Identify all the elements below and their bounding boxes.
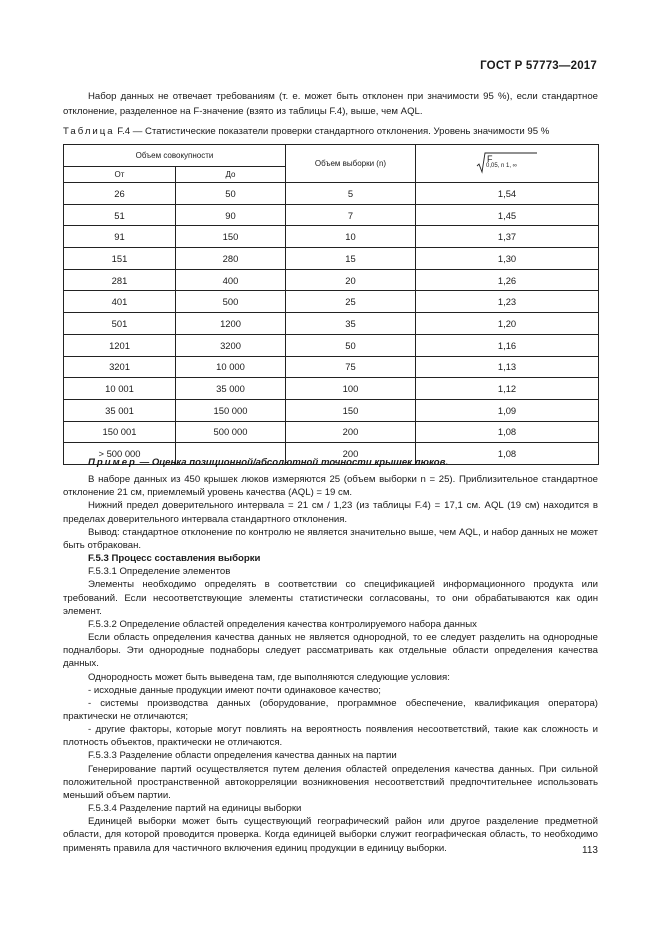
section-f532-item-1: - исходные данные продукции имеют почти одинаковое качество; [88,684,381,696]
cell-sample-size: 100 [286,378,416,400]
example-label: Пример [88,457,137,468]
cell-from: > 500 000 [64,443,176,465]
cell-sample-size: 150 [286,399,416,421]
table-row [64,269,599,291]
sqrt-f-symbol: F [487,153,493,164]
cell-sample-size: 25 [286,291,416,313]
cell-sample-size: 35 [286,313,416,335]
cell-from: 10 001 [64,378,176,400]
header-to: До [176,167,286,183]
section-f532-title: F.5.3.2 Определение областей определения качества контролируемого набора данных [88,618,477,630]
sqrt-formula [476,152,538,174]
section-f53-title: F.5.3 Процесс составления выборки [88,553,261,565]
cell-sqrt-f: 1,20 [416,313,599,335]
cell-to: 50 [176,183,286,205]
cell-sqrt-f: 1,12 [416,378,599,400]
cell-sample-size: 50 [286,334,416,356]
cell-to: 90 [176,204,286,226]
cell-to: 1200 [176,313,286,335]
cell-sample-size: 5 [286,183,416,205]
table-row [64,226,599,248]
cell-to: 150 000 [176,399,286,421]
table-body [64,183,599,465]
table-caption-prefix: Таблица [63,126,115,137]
cell-sqrt-f: 1,23 [416,291,599,313]
cell-sqrt-f: 1,26 [416,269,599,291]
section-f532-item-2: - системы производства данных (оборудование, программное обеспечение, квалификация оператора) практически не отличаются; [63,697,598,722]
body-text [63,455,598,855]
table-caption [63,126,603,138]
table-row [64,421,599,443]
section-f531-text: Элементы необходимо определять в соответствии со спецификацией информационного продукта или требований. Если несоответствующие элементы статистически согласованы, то они обрабатываются как один элемент. [63,579,598,617]
cell-sample-size: 75 [286,356,416,378]
cell-to: 10 000 [176,356,286,378]
header-sqrt-f [416,145,599,183]
example-paragraph-1: В наборе данных из 450 крышек люков измеряются 25 (объем выборки n = 25). Приблизительное стандартное отклонение 21 см, приемлемый уровень качества (AQL) = 19 см. [63,474,598,499]
table-row [64,248,599,270]
table-row [64,313,599,335]
table-row [64,399,599,421]
example-heading [63,456,598,469]
page-number: 113 [582,845,598,856]
section-f532-item-3: - другие факторы, которые могут повлиять на вероятность появления несоответствий, такие как сложность и плотность объектов, практически не отличаются. [63,724,598,749]
cell-sqrt-f: 1,45 [416,204,599,226]
sqrt-subscript: 0,05, n 1, ∞ [486,162,517,169]
cell-from: 501 [64,313,176,335]
table-row [64,334,599,356]
section-f532-text-1: Если область определения качества данных не является однородной, то ее следует разделить на однородные подналборы. Эти однородные поднаборы следует рассматривать как отдельные области определения качества данных. [63,632,598,670]
cell-sqrt-f: 1,13 [416,356,599,378]
cell-sqrt-f: 1,30 [416,248,599,270]
section-f532-text-2: Однородность может быть выведена там, где выполняются следующие условия: [88,671,450,683]
section-f531-title: F.5.3.1 Определение элементов [88,566,231,578]
cell-sample-size: 20 [286,269,416,291]
cell-to: 35 000 [176,378,286,400]
cell-from: 150 001 [64,421,176,443]
cell-from: 26 [64,183,176,205]
cell-to: 500 000 [176,421,286,443]
cell-sqrt-f: 1,37 [416,226,599,248]
standard-header: ГОСТ Р 57773—2017 [480,60,597,72]
cell-to: 500 [176,291,286,313]
table-caption-text: F.4 — Статистические показатели проверки стандартного отклонения. Уровень значимости 95 % [114,126,550,137]
section-f534-title: F.5.3.4 Разделение партий на единицы выборки [88,803,302,815]
cell-sample-size: 15 [286,248,416,270]
example-paragraph-2: Нижний предел доверительного интервала = 21 см / 1,23 (из таблицы F.4) = 17,1 см. AQL (19 см) находится в пределах доверительного интервала стандартного отклонения. [63,500,598,525]
intro-paragraph: Набор данных не отвечает требованиям (т. е. может быть отклонен при значимости 95 %), если стандартное отклонение, разделенное на F-значение (взято из таблицы F.4), выше, чем AQL. [63,91,598,117]
cell-to: 280 [176,248,286,270]
cell-from: 281 [64,269,176,291]
cell-from: 51 [64,204,176,226]
cell-sample-size: 7 [286,204,416,226]
cell-from: 3201 [64,356,176,378]
example-title: — Оценка позиционной/абсолютной точности крышек люков. [136,457,449,468]
cell-sample-size: 10 [286,226,416,248]
cell-from: 401 [64,291,176,313]
cell-sqrt-f: 1,09 [416,399,599,421]
table-row [64,378,599,400]
cell-sqrt-f: 1,54 [416,183,599,205]
table-row [64,356,599,378]
cell-to: 400 [176,269,286,291]
section-f534-text: Единицей выборки может быть существующий географический район или другое разделение предметной области, для которой проводится проверка. Когда единицей выборки служит географическая область, то необходимо применять правила для частичного включения единиц продукции в единицу выборки. [63,816,598,854]
example-paragraph-3: Вывод: стандартное отклонение по контролю не является значительно выше, чем AQL, и набор данных не может быть отбракован. [63,526,598,551]
cell-from: 35 001 [64,399,176,421]
cell-sqrt-f: 1,16 [416,334,599,356]
cell-from: 1201 [64,334,176,356]
cell-from: 151 [64,248,176,270]
cell-sample-size: 200 [286,443,416,465]
statistics-table [63,144,599,465]
header-sample-size: Объем выборки (n) [286,145,416,183]
section-f533-title: F.5.3.3 Разделение области определения качества данных на партии [88,750,397,762]
cell-sqrt-f: 1,08 [416,421,599,443]
header-from: От [64,167,176,183]
section-f533-text: Генерирование партий осуществляется путем деления областей определения качества данных. При сильной положительной пространственной автокорреляции возникновения несоответствий предпочтительнее использовать меньший объем партии. [63,763,598,801]
table-row [64,183,599,205]
table-row [64,204,599,226]
cell-to: 150 [176,226,286,248]
header-population: Объем совокупности [64,145,286,167]
table-row [64,291,599,313]
cell-from: 91 [64,226,176,248]
cell-to: 3200 [176,334,286,356]
cell-sqrt-f: 1,08 [416,443,599,465]
cell-sample-size: 200 [286,421,416,443]
